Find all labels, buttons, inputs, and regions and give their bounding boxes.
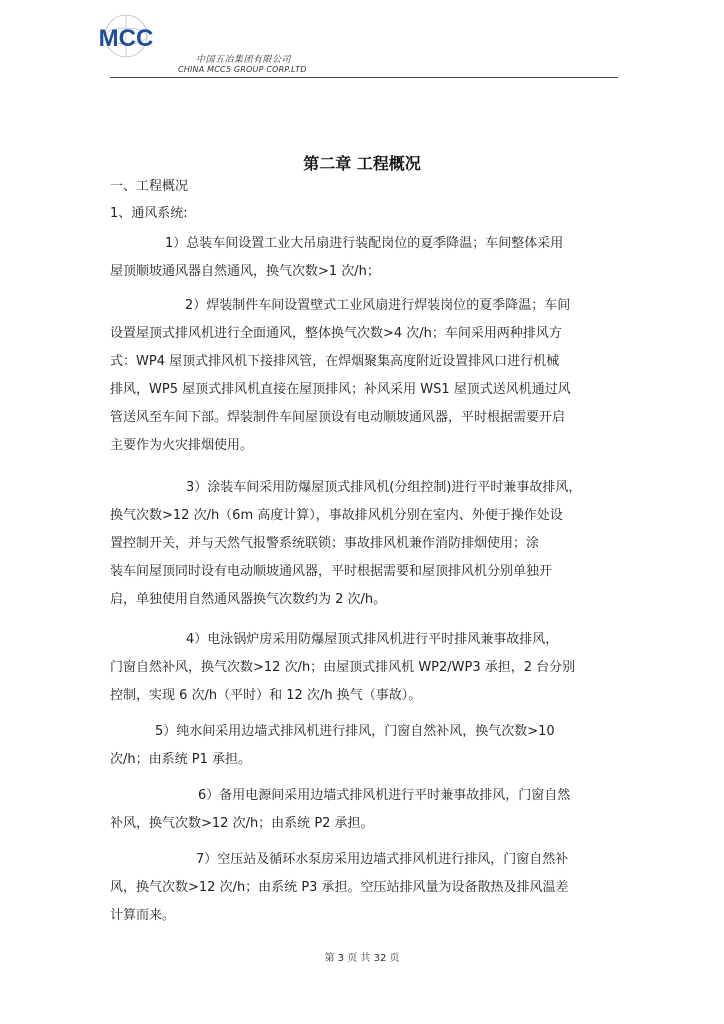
company-name-en: CHINA MCC5 GROUP CORP.LTD bbox=[178, 65, 307, 74]
header-divider bbox=[110, 77, 618, 78]
paragraph-5: 5）纯水间采用边墙式排风机进行排风，门窗自然补风，换气次数>10 次/h；由系统 P1 承担。 bbox=[110, 724, 555, 767]
paragraph-2: 2）焊装制件车间设置壁式工业风扇进行焊装岗位的夏季降温；车间 设置屋顶式排风机进行全面通风，整体换气次数>4 次/h；车间采用两种排风方 式：WP4 屋顶式排风机下接排风管，在焊烟聚集高度附近设置排风口进行机械 排风，WP5 屋顶式排风机直接在屋顶排风；补风采用 WS1 屋顶式送风机通过风 管送风至车间下部。焊装制件车间屋顶设有电动顺坡通风器，平时根据需要开启 主要作为火灾排烟使用。 bbox=[110, 298, 571, 453]
paragraph-3: 3）涂装车间采用防爆屋顶式排风机(分组控制)进行平时兼事故排风， 换气次数>12 次/h（6m 高度计算），事故排风机分别在室内、外便于操作处设 置控制开关，并与天然气报警系统联锁；事故排风机兼作消防排烟使用；涂 装车间屋顶同时设有电动顺坡通风器，平时根据需要和屋顶排风机分别单独开 启，单独使用自然通风器换气次数约为 2 次/h。 bbox=[110, 480, 582, 607]
page-header bbox=[0, 0, 724, 90]
subsection-heading: 1、通风系统: bbox=[110, 206, 188, 221]
chapter-title: 第二章 工程概况 bbox=[303, 154, 421, 173]
paragraph-1: 1）总装车间设置工业大吊扇进行装配岗位的夏季降温；车间整体采用 屋顶顺坡通风器自然通风，换气次数>1 次/h； bbox=[110, 236, 564, 279]
svg-text:MCC: MCC bbox=[98, 25, 154, 52]
mcc-logo bbox=[90, 14, 162, 62]
company-name-cn: 中国五冶集团有限公司 bbox=[196, 55, 292, 65]
page-number: 第 3 页 共 32 页 bbox=[324, 953, 400, 964]
paragraph-4: 4）电泳锅炉房采用防爆屋顶式排风机进行平时排风兼事故排风， 门窗自然补风，换气次数>12 次/h；由屋顶式排风机 WP2/WP3 承担，2 台分别 控制，实现 6 次/h（平时）和 12 次/h 换气（事故）。 bbox=[110, 632, 576, 703]
section-heading: 一、工程概况 bbox=[110, 179, 189, 194]
paragraph-6: 6）备用电源间采用边墙式排风机进行平时兼事故排风，门窗自然 补风，换气次数>12 次/h；由系统 P2 承担。 bbox=[110, 788, 571, 831]
paragraph-7: 7）空压站及循环水泵房采用边墙式排风机进行排风，门窗自然补 风，换气次数>12 次/h；由系统 P3 承担。空压站排风量为设备散热及排风温差 计算而来。 bbox=[110, 852, 569, 923]
